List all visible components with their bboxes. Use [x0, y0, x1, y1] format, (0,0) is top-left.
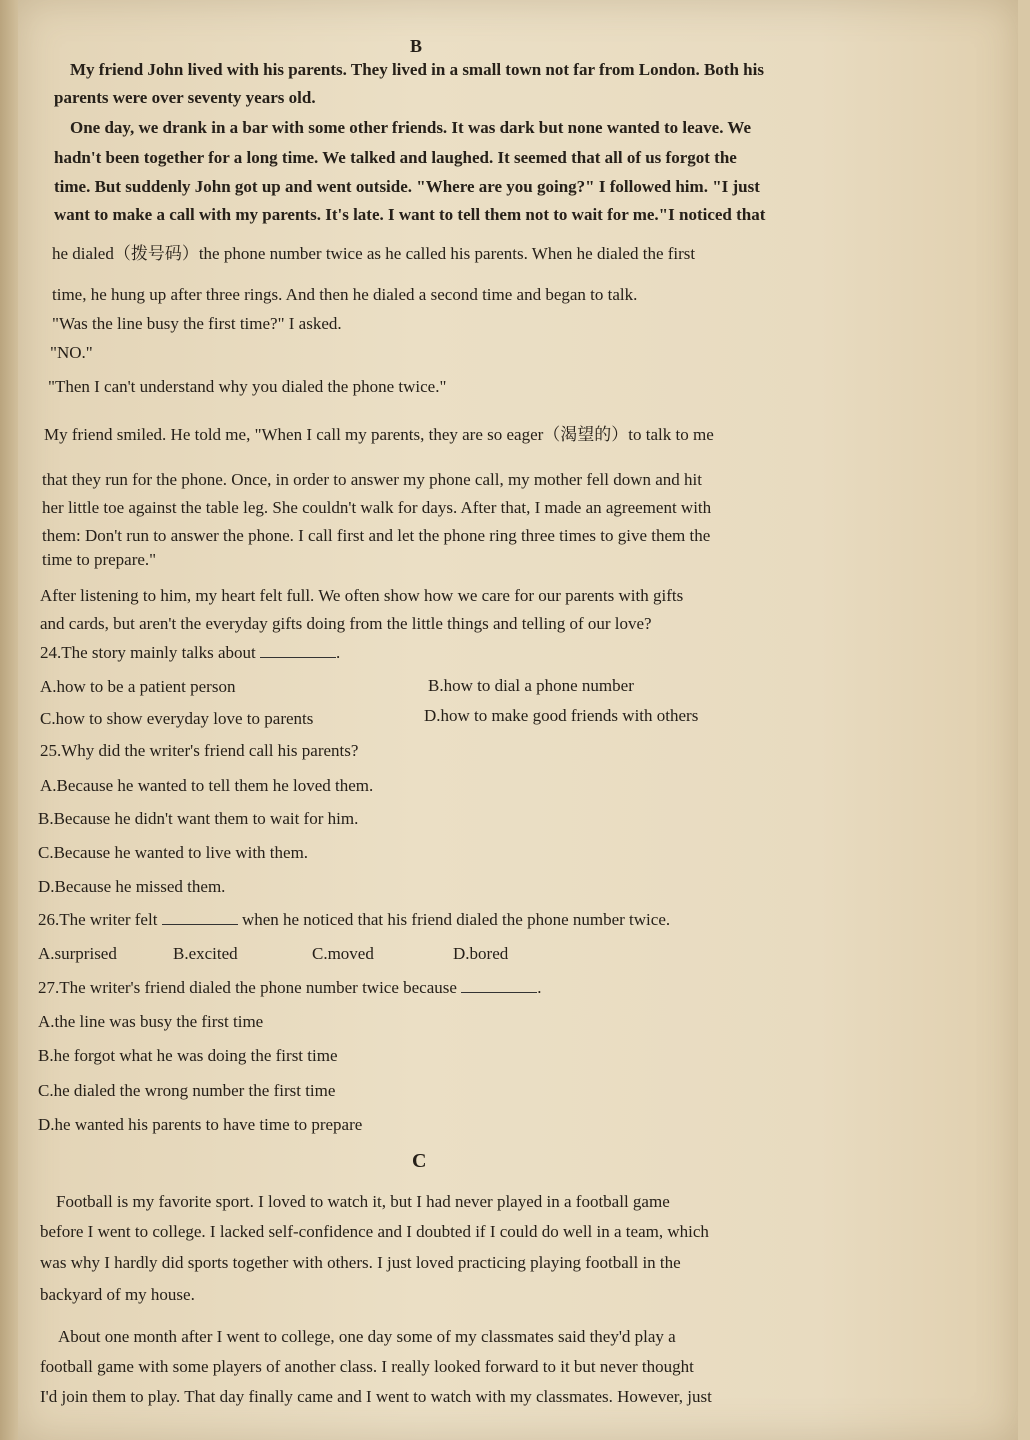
- section-c-heading: C: [412, 1150, 427, 1172]
- passage-b-line: them: Don't run to answer the phone. I call first and let the phone ring three times to give them the: [42, 526, 711, 545]
- passage-c-line: backyard of my house.: [40, 1285, 195, 1304]
- passage-b-line: want to make a call with my parents. It's late. I want to tell them not to wait for me."I noticed that: [54, 205, 766, 224]
- option-24-b: B.how to dial a phone number: [428, 676, 634, 695]
- passage-b-line: he dialed（拨号码）the phone number twice as he called his parents. When he dialed the first: [52, 244, 696, 263]
- exam-paper: [18, 0, 1018, 1440]
- question-24: [40, 643, 340, 663]
- passage-c-line: Football is my favorite sport. I loved to watch it, but I had never played in a football game: [56, 1192, 670, 1211]
- passage-b-line: "NO.": [50, 343, 93, 362]
- passage-c-line: About one month after I went to college, one day some of my classmates said they'd play a: [58, 1327, 676, 1346]
- question-26-stem-pre: 26.The writer felt: [38, 910, 158, 929]
- option-26-d: D.bored: [453, 944, 509, 963]
- question-27-end: .: [537, 978, 542, 997]
- option-24-a: A.how to be a patient person: [40, 677, 236, 696]
- option-26-b: B.excited: [173, 944, 238, 963]
- answer-blank: [461, 978, 537, 993]
- passage-b-line: that they run for the phone. Once, in order to answer my phone call, my mother fell down and hit: [42, 470, 702, 489]
- passage-b-line: hadn't been together for a long time. We talked and laughed. It seemed that all of us forgot the: [54, 148, 737, 167]
- question-25-stem: 25.Why did the writer's friend call his parents?: [40, 741, 359, 760]
- passage-b-line: After listening to him, my heart felt full. We often show how we care for our parents with gifts: [40, 586, 684, 605]
- passage-c-line: football game with some players of another class. I really looked forward to it but never thought: [40, 1357, 694, 1376]
- passage-c-line: before I went to college. I lacked self-confidence and I doubted if I could do well in a team, which: [40, 1222, 709, 1241]
- passage-c-line: was why I hardly did sports together with others. I just loved practicing playing football in the: [40, 1253, 681, 1272]
- question-26: [38, 910, 670, 930]
- section-b-heading: B: [410, 36, 423, 56]
- option-25-d: D.Because he missed them.: [38, 877, 226, 896]
- passage-b-line: One day, we drank in a bar with some other friends. It was dark but none wanted to leave. We: [70, 118, 751, 137]
- answer-blank: [162, 910, 238, 925]
- passage-b-line: time, he hung up after three rings. And then he dialed a second time and began to talk.: [52, 285, 638, 304]
- passage-b-line: parents were over seventy years old.: [54, 88, 316, 107]
- option-27-d: D.he wanted his parents to have time to prepare: [38, 1115, 363, 1134]
- option-27-a: A.the line was busy the first time: [38, 1012, 264, 1031]
- question-24-end: .: [336, 643, 341, 662]
- passage-b-line: and cards, but aren't the everyday gifts doing from the little things and telling of our love?: [40, 614, 652, 633]
- passage-b-line: her little toe against the table leg. She couldn't walk for days. After that, I made an agreement with: [42, 498, 712, 517]
- option-25-a: A.Because he wanted to tell them he loved them.: [40, 776, 374, 795]
- option-24-c: C.how to show everyday love to parents: [40, 709, 314, 728]
- question-27: [38, 978, 541, 998]
- question-26-stem-post: when he noticed that his friend dialed the phone number twice.: [241, 910, 671, 929]
- option-26-c: C.moved: [312, 944, 374, 963]
- passage-b-line: time. But suddenly John got up and went outside. "Where are you going?" I followed him. "I just: [54, 177, 760, 196]
- passage-b-line: "Was the line busy the first time?" I asked.: [52, 314, 342, 333]
- option-25-b: B.Because he didn't want them to wait for him.: [38, 809, 359, 828]
- option-26-a: A.surprised: [38, 944, 117, 963]
- question-27-stem: 27.The writer's friend dialed the phone number twice because: [38, 978, 457, 997]
- option-27-b: B.he forgot what he was doing the first time: [38, 1046, 338, 1065]
- option-24-d: D.how to make good friends with others: [424, 706, 699, 725]
- answer-blank: [260, 643, 336, 658]
- passage-b-line: My friend John lived with his parents. They lived in a small town not far from London. Both his: [70, 60, 764, 79]
- passage-b-line: "Then I can't understand why you dialed the phone twice.": [48, 377, 447, 396]
- passage-c-line: I'd join them to play. That day finally came and I went to watch with my classmates. However, just: [40, 1387, 712, 1406]
- passage-b-line: time to prepare.": [42, 550, 157, 569]
- option-27-c: C.he dialed the wrong number the first time: [38, 1081, 336, 1100]
- question-24-stem: 24.The story mainly talks about: [40, 643, 256, 662]
- option-25-c: C.Because he wanted to live with them.: [38, 843, 309, 862]
- passage-b-line: My friend smiled. He told me, "When I call my parents, they are so eager（渴望的）to talk to me: [44, 425, 714, 444]
